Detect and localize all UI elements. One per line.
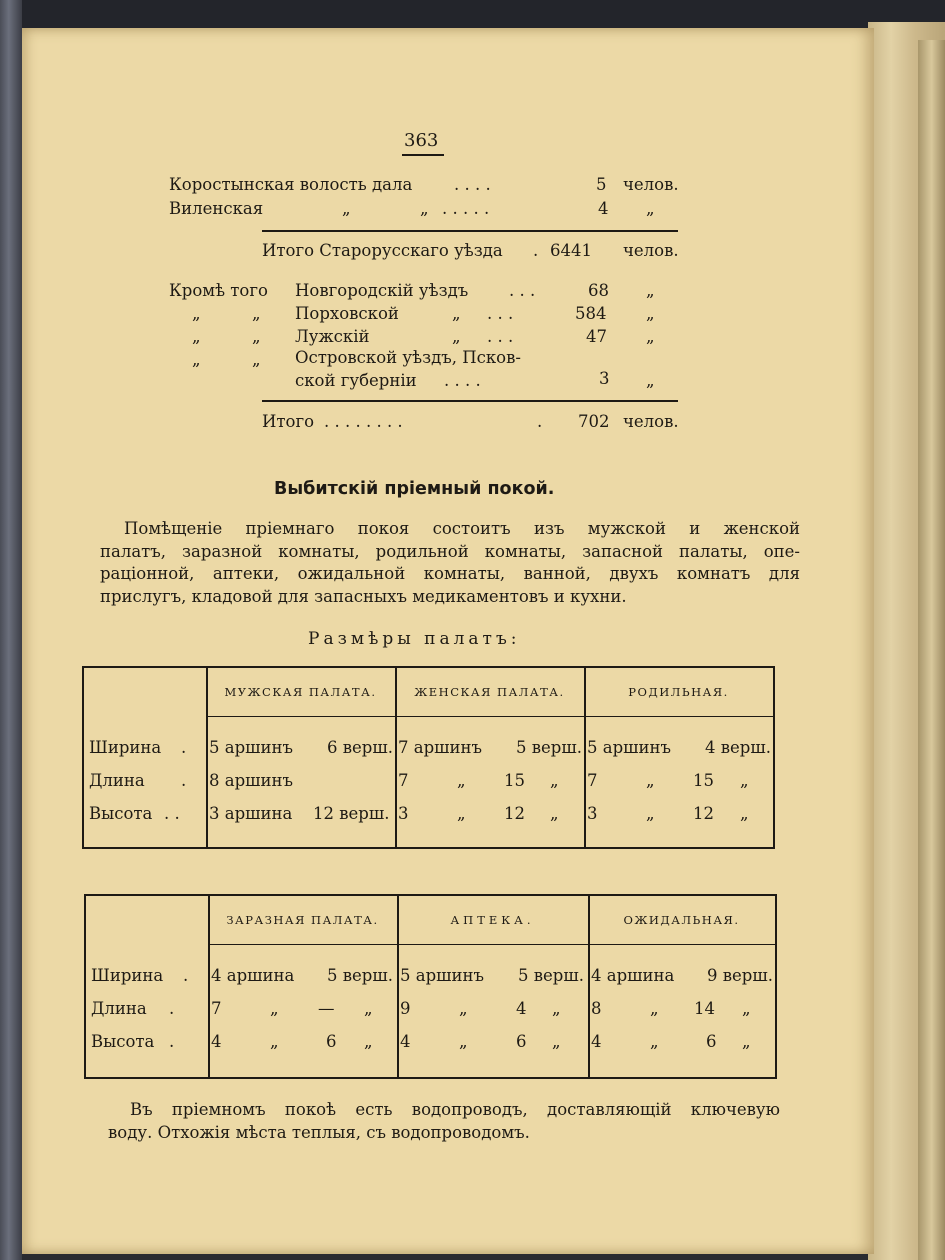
paragraph-line: Помѣщеніе пріемнаго покоя состоитъ изъ мужской и женской [124,519,800,538]
ditto-mark: „ [270,1032,279,1051]
list-item-name: Новгородскій уѣздъ [295,281,469,300]
list-item-value: 68 [588,281,609,300]
ditto-mark: „ [192,350,201,369]
table-cell: 9 верш. [707,966,773,985]
list-item-unit: челов. [623,175,679,194]
total-dots: . [537,412,543,431]
ditto-mark: „ [252,350,261,369]
table-cell: 5 верш. [516,738,582,757]
table-cell: 4 верш. [705,738,771,757]
table-cell: 7 [398,771,409,790]
table-cell: 4 [400,1032,411,1051]
ditto-mark: „ [342,199,351,218]
ditto-mark: „ [650,1032,659,1051]
table-cell: 8 аршинъ [209,771,293,790]
total-dots: . . . . . . . . [324,412,403,431]
table-cell: 5 верш. [518,966,584,985]
total-value: 702 [578,412,610,431]
list-item-name: Коростынская волость дала [169,175,413,194]
total-unit: челов. [623,412,679,431]
table-cell: 6 [516,1032,527,1051]
list-item-dots: . . . . . [442,199,490,218]
table-cell: 3 [587,804,598,823]
ditto-mark: „ [192,327,201,346]
row-label-dots: . [181,771,187,790]
paragraph-line: раціонной, аптеки, ожидальной комнаты, ванной, двухъ комнатъ для [100,564,800,584]
total-dots: . [533,241,539,260]
section-heading: Выбитскій пріемный покой. [274,479,555,499]
page-number-underline [402,154,444,156]
ditto-mark: „ [742,999,751,1018]
total-value: 6441 [550,241,592,260]
row-label-dots: . [183,966,189,985]
ditto-mark: „ [740,804,749,823]
row-label: Длина [89,771,145,790]
table-cell: 9 [400,999,411,1018]
list-item-unit: „ [646,371,655,390]
list-item-unit: „ [646,327,655,346]
column-header: ЗАРАЗНАЯ ПАЛАТА. [226,913,379,927]
list-item-unit: „ [646,304,655,323]
table-cell: 4 аршина [591,966,675,985]
rooms-table-1 [82,666,775,849]
ditto-mark: „ [459,1032,468,1051]
list-item-value: 3 [599,369,610,388]
table-cell: 14 [694,999,715,1018]
row-label-dots: . [181,738,187,757]
ditto-mark: „ [550,804,559,823]
ditto-mark: „ [457,771,466,790]
table-cell: 4 [516,999,527,1018]
rule [262,400,678,402]
page-number: 363 [404,130,439,151]
list-prefix: Кромѣ того [169,281,268,300]
row-label-dots: . . [164,804,180,823]
table-cell: 12 [693,804,714,823]
list-item-dots: . . . [509,281,536,300]
table-cell: 12 верш. [313,804,390,823]
ditto-mark: „ [364,1032,373,1051]
list-item-name: Виленская [169,199,264,218]
column-header: АПТЕКА. [450,913,535,927]
list-item-name: Островской уѣздъ, Псков- [295,348,521,367]
total-unit: челов. [623,241,679,260]
list-item-name: Лужскій [295,327,370,346]
ditto-mark: „ [252,304,261,323]
rooms-table-2 [84,894,777,1079]
ditto-mark: „ [646,804,655,823]
ditto-mark: „ [457,804,466,823]
ditto-mark: „ [364,999,373,1018]
list-item-unit: „ [646,281,655,300]
ditto-mark: „ [452,304,461,323]
table-cell: 5 аршинъ [209,738,293,757]
total-label: Итого [262,412,315,431]
table-cell: 15 [693,771,714,790]
row-label: Длина [91,999,147,1018]
closing-paragraph [108,1099,780,1144]
table-cell: 15 [504,771,525,790]
list-item-name: Порховской [295,304,399,323]
list-item-value: 4 [598,199,609,218]
table-cell: 5 верш. [327,966,393,985]
row-label-dots: . [169,999,175,1018]
table-divider [206,716,773,717]
list-item-unit: „ [646,199,655,218]
row-label: Высота [89,804,153,823]
total-label: Итого Старорусскаго уѣзда [262,241,503,260]
column-header: МУЖСКАЯ ПАЛАТА. [224,685,377,699]
ditto-mark: „ [252,327,261,346]
ditto-mark: „ [452,327,461,346]
table-cell: 3 [398,804,409,823]
row-label: Ширина [91,966,164,985]
list-item-dots: . . . [487,327,514,346]
book-cover-edge [918,40,945,1260]
book-spine [0,0,22,1260]
table-cell: 4 аршина [211,966,295,985]
rule [262,230,678,232]
ditto-mark: „ [552,1032,561,1051]
table-divider [208,944,775,945]
table-cell: 5 аршинъ [587,738,671,757]
list-item-dots: . . . . [454,175,491,194]
table-cell: 6 верш. [327,738,393,757]
paragraph-line: Въ пріемномъ покоѣ есть водопроводъ, доставляющій ключевую [130,1100,780,1119]
table-cell: 7 [211,999,222,1018]
table-cell: 6 [326,1032,337,1051]
list-item-value: 47 [586,327,607,346]
row-label: Ширина [89,738,162,757]
column-header: ОЖИДАЛЬНАЯ. [623,913,740,927]
table-cell: 6 [706,1032,717,1051]
table-cell: 12 [504,804,525,823]
ditto-mark: „ [550,771,559,790]
table-cell: 8 [591,999,602,1018]
list-item-name-cont: ской губерніи [295,371,417,390]
table-cell: 4 [591,1032,602,1051]
list-item-value: 5 [596,175,607,194]
column-header: ЖЕНСКАЯ ПАЛАТА. [414,685,565,699]
ditto-mark: „ [742,1032,751,1051]
book-page [22,28,874,1254]
ditto-mark: „ [646,771,655,790]
table-cell: 4 [211,1032,222,1051]
body-paragraph [100,518,800,608]
paragraph-line: воду. Отхожія мѣста теплыя, съ водопроводомъ. [108,1122,530,1142]
paragraph-line: палатъ, заразной комнаты, родильной комнаты, запасной палаты, опе- [100,541,800,561]
table-cell: — [318,999,335,1018]
row-label: Высота [91,1032,155,1051]
ditto-mark: „ [650,999,659,1018]
paragraph-line: прислугъ, кладовой для запасныхъ медикаментовъ и кухни. [100,586,627,606]
ditto-mark: „ [552,999,561,1018]
table-cell: 3 аршина [209,804,293,823]
book-binding-top [0,0,945,30]
table-cell: 7 аршинъ [398,738,482,757]
table-cell: 7 [587,771,598,790]
ditto-mark: „ [740,771,749,790]
table-cell: 5 аршинъ [400,966,484,985]
list-item-dots: . . . [487,304,514,323]
table-caption: Размѣры палатъ: [308,629,521,649]
list-item-value: 584 [575,304,607,323]
row-label-dots: . [169,1032,175,1051]
ditto-mark: „ [270,999,279,1018]
ditto-mark: „ [420,199,429,218]
ditto-mark: „ [192,304,201,323]
ditto-mark: „ [459,999,468,1018]
column-header: РОДИЛЬНАЯ. [628,685,729,699]
list-item-dots: . . . . [444,371,481,390]
